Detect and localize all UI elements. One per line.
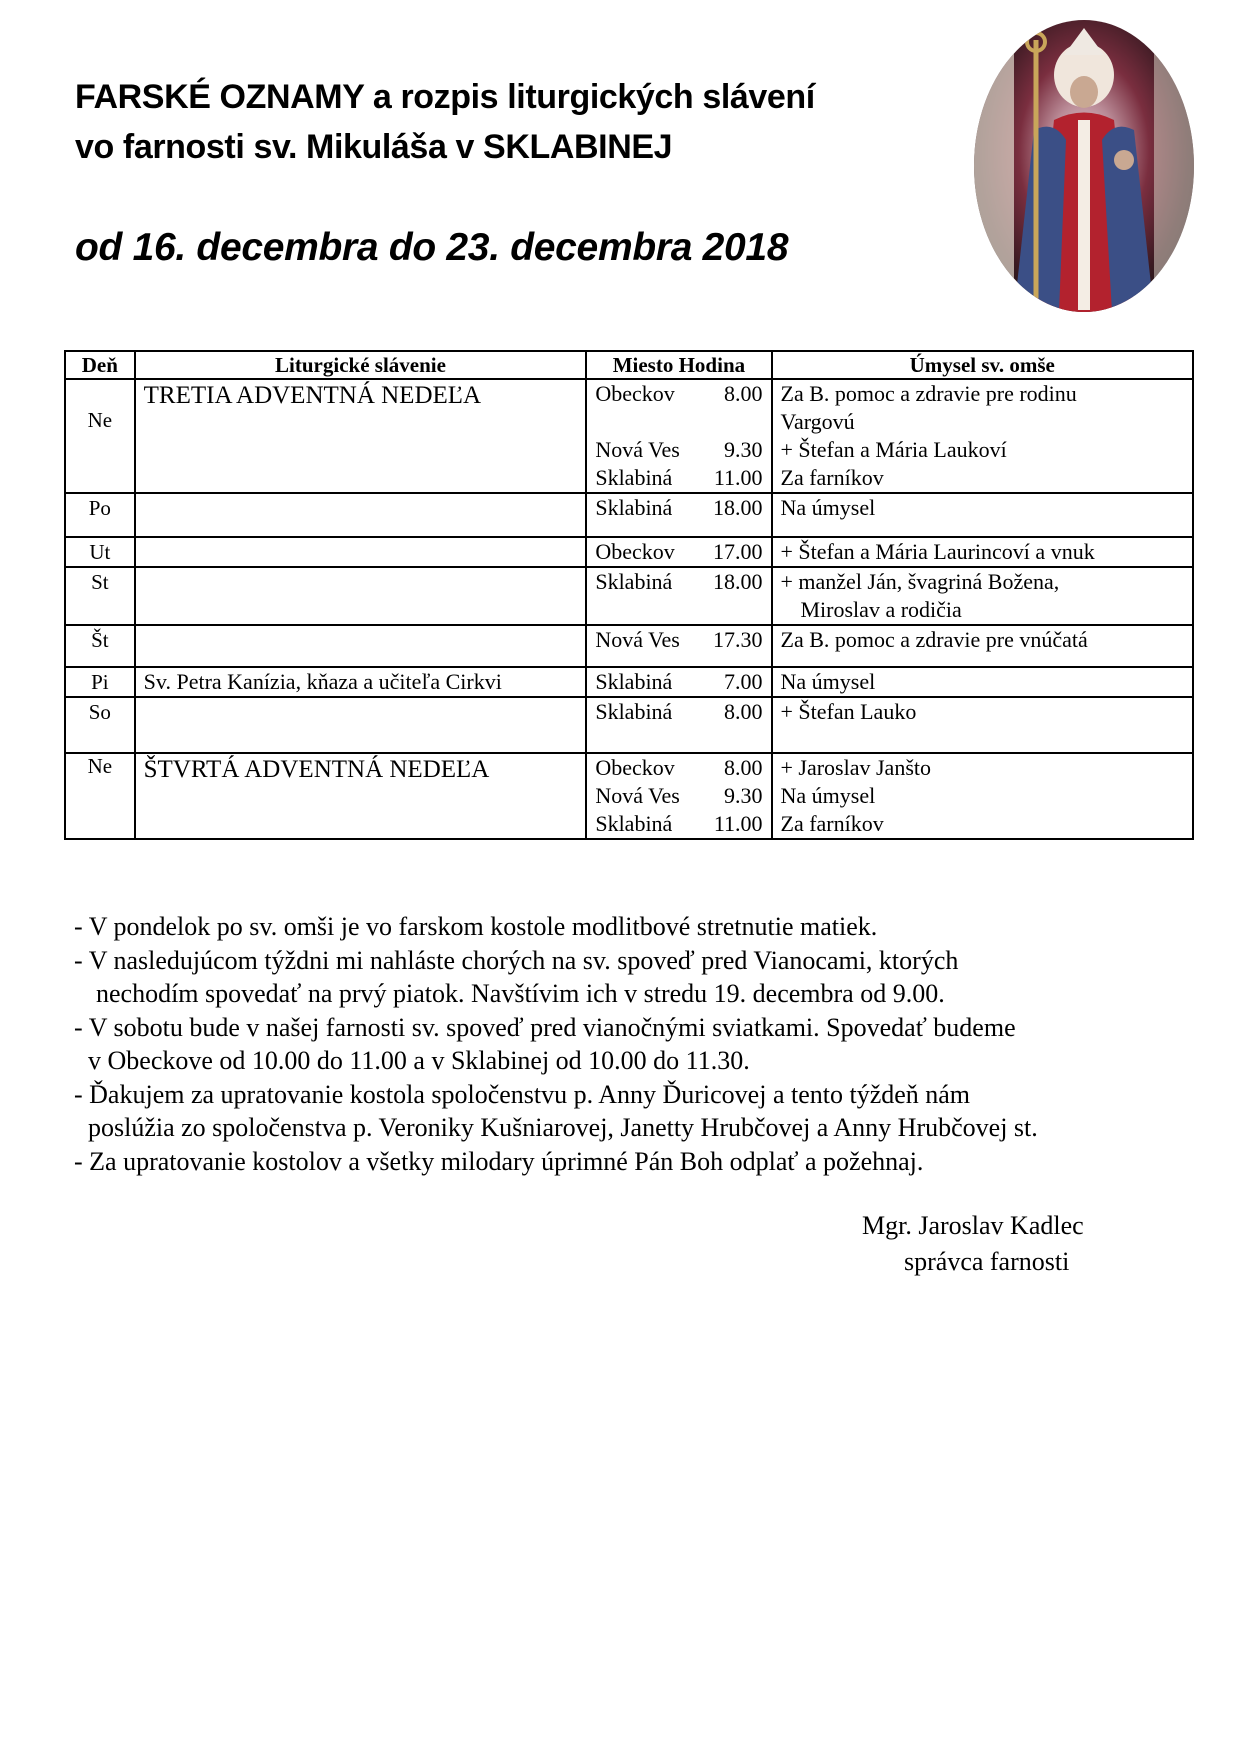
page-title-line2: vo farnosti sv. Mikuláša v SKLABINEJ [75, 128, 673, 166]
row-liturgy [135, 697, 587, 753]
place: Nová Ves [595, 627, 680, 652]
row-liturgy: TRETIA ADVENTNÁ NEDEĽA [135, 379, 587, 493]
title-block [75, 72, 975, 172]
row-day: Po [65, 493, 135, 537]
time: 17.30 [713, 627, 763, 652]
place: Obeckov [595, 755, 675, 780]
row-place-time [586, 667, 771, 697]
row-place-time [586, 753, 771, 839]
row-day: Ut [65, 537, 135, 567]
header-liturgy: Liturgické slávenie [135, 351, 587, 379]
row-place-time [586, 625, 771, 667]
row-liturgy [135, 567, 587, 625]
header-intention: Úmysel sv. omše [772, 351, 1194, 379]
place: Sklabiná [595, 495, 673, 520]
row-liturgy: ŠTVRTÁ ADVENTNÁ NEDEĽA [135, 753, 587, 839]
announcement-item [74, 1011, 1194, 1078]
row-liturgy [135, 493, 587, 537]
intention: Za farníkov [780, 811, 884, 836]
row-day: St [65, 567, 135, 625]
signature [862, 1208, 1084, 1280]
table-row [65, 379, 1193, 493]
saint-nicholas-photo [974, 20, 1194, 312]
row-intention [772, 625, 1194, 667]
time: 8.00 [724, 755, 763, 780]
time: 9.30 [724, 437, 763, 462]
intention: + Štefan a Mária Laukoví [780, 437, 1007, 462]
place: Sklabiná [595, 669, 673, 694]
announcement-item [74, 944, 1194, 1011]
place: Obeckov [595, 381, 675, 406]
announcement-item [74, 1145, 1194, 1179]
table-row [65, 697, 1193, 753]
time: 9.30 [724, 783, 763, 808]
intention: Za B. pomoc a zdravie pre rodinu [780, 381, 1077, 406]
place: Sklabiná [595, 811, 673, 836]
row-place-time [586, 493, 771, 537]
page-title-line1: FARSKÉ OZNAMY a rozpis liturgických slávení [75, 78, 815, 116]
row-place-time [586, 379, 771, 493]
row-liturgy: Sv. Petra Kanízia, kňaza a učiteľa Cirkvi [135, 667, 587, 697]
time: 7.00 [724, 669, 763, 694]
place: Sklabiná [595, 465, 673, 490]
place: Nová Ves [595, 783, 680, 808]
header-place-time: Miesto Hodina [586, 351, 771, 379]
table-row [65, 753, 1193, 839]
announcement-line: poslúžia zo spoločenstva p. Veroniky Kušniarovej, Janetty Hrubčovej a Anny Hrubčovej st. [88, 1113, 1038, 1142]
announcement-line: - Za upratovanie kostolov a všetky milodary úprimné Pán Boh odplať a požehnaj. [74, 1146, 924, 1176]
table-row [65, 625, 1193, 667]
intention: + Štefan Lauko [780, 699, 917, 724]
row-day: Št [65, 625, 135, 667]
time: 8.00 [724, 381, 763, 406]
table-row [65, 537, 1193, 567]
table-row [65, 667, 1193, 697]
time: 8.00 [724, 699, 763, 724]
header-day: Deň [65, 351, 135, 379]
time: 18.00 [713, 569, 763, 594]
time: 18.00 [713, 495, 763, 520]
row-intention [772, 379, 1194, 493]
place: Nová Ves [595, 437, 680, 462]
row-day: Ne [65, 379, 135, 493]
row-intention [772, 753, 1194, 839]
table-row [65, 493, 1193, 537]
row-place-time [586, 567, 771, 625]
row-place-time [586, 537, 771, 567]
signature-name: Mgr. Jaroslav Kadlec [862, 1211, 1084, 1240]
announcement-line: - V nasledujúcom týždni mi nahláste chorých na sv. spoveď pred Vianocami, ktorých [74, 945, 959, 975]
time: 11.00 [713, 811, 763, 836]
intention: Za B. pomoc a zdravie pre vnúčatá [780, 627, 1088, 652]
row-intention [772, 537, 1194, 567]
intention: Miroslav a rodičia [800, 597, 962, 622]
signature-role: správca farnosti [904, 1247, 1070, 1276]
announcement-line: v Obeckove od 10.00 do 11.00 a v Sklabinej od 10.00 do 11.30. [88, 1046, 750, 1075]
row-day: Pi [65, 667, 135, 697]
place: Sklabiná [595, 699, 673, 724]
row-liturgy [135, 625, 587, 667]
intention: Na úmysel [780, 495, 876, 520]
row-place-time [586, 697, 771, 753]
row-liturgy [135, 537, 587, 567]
place: Obeckov [595, 539, 675, 564]
row-day: So [65, 697, 135, 753]
announcement-line: nechodím spovedať na prvý piatok. Navštívim ich v stredu 19. decembra od 9.00. [96, 979, 945, 1008]
announcement-line: - V sobotu bude v našej farnosti sv. spoveď pred vianočnými sviatkami. Spovedať budeme [74, 1012, 1016, 1042]
time: 11.00 [713, 465, 763, 490]
liturgy-schedule-table [64, 350, 1194, 840]
row-intention [772, 567, 1194, 625]
announcement-line: - Ďakujem za upratovanie kostola spoločenstvu p. Anny Ďuricovej a tento týždeň nám [74, 1079, 971, 1109]
date-range: od 16. decembra do 23. decembra 2018 [75, 226, 789, 269]
intention: Na úmysel [780, 669, 876, 694]
table-row [65, 567, 1193, 625]
intention: Za farníkov [780, 465, 884, 490]
row-intention [772, 697, 1194, 753]
time: 17.00 [713, 539, 763, 564]
announcement-item [74, 910, 1194, 944]
intention: + Jaroslav Janšto [780, 755, 931, 780]
table-header-row [65, 351, 1193, 379]
intention: Vargovú [780, 409, 855, 434]
announcement-line: - V pondelok po sv. omši je vo farskom kostole modlitbové stretnutie matiek. [74, 912, 878, 941]
announcements [74, 910, 1194, 1178]
intention: + Štefan a Mária Laurincoví a vnuk [780, 539, 1095, 564]
place: Sklabiná [595, 569, 673, 594]
intention: + manžel Ján, švagriná Božena, [780, 569, 1060, 594]
row-day: Ne [65, 753, 135, 839]
row-intention [772, 493, 1194, 537]
saint-statue-icon [974, 20, 1194, 312]
announcement-item [74, 1078, 1194, 1145]
row-intention [772, 667, 1194, 697]
intention: Na úmysel [780, 783, 876, 808]
